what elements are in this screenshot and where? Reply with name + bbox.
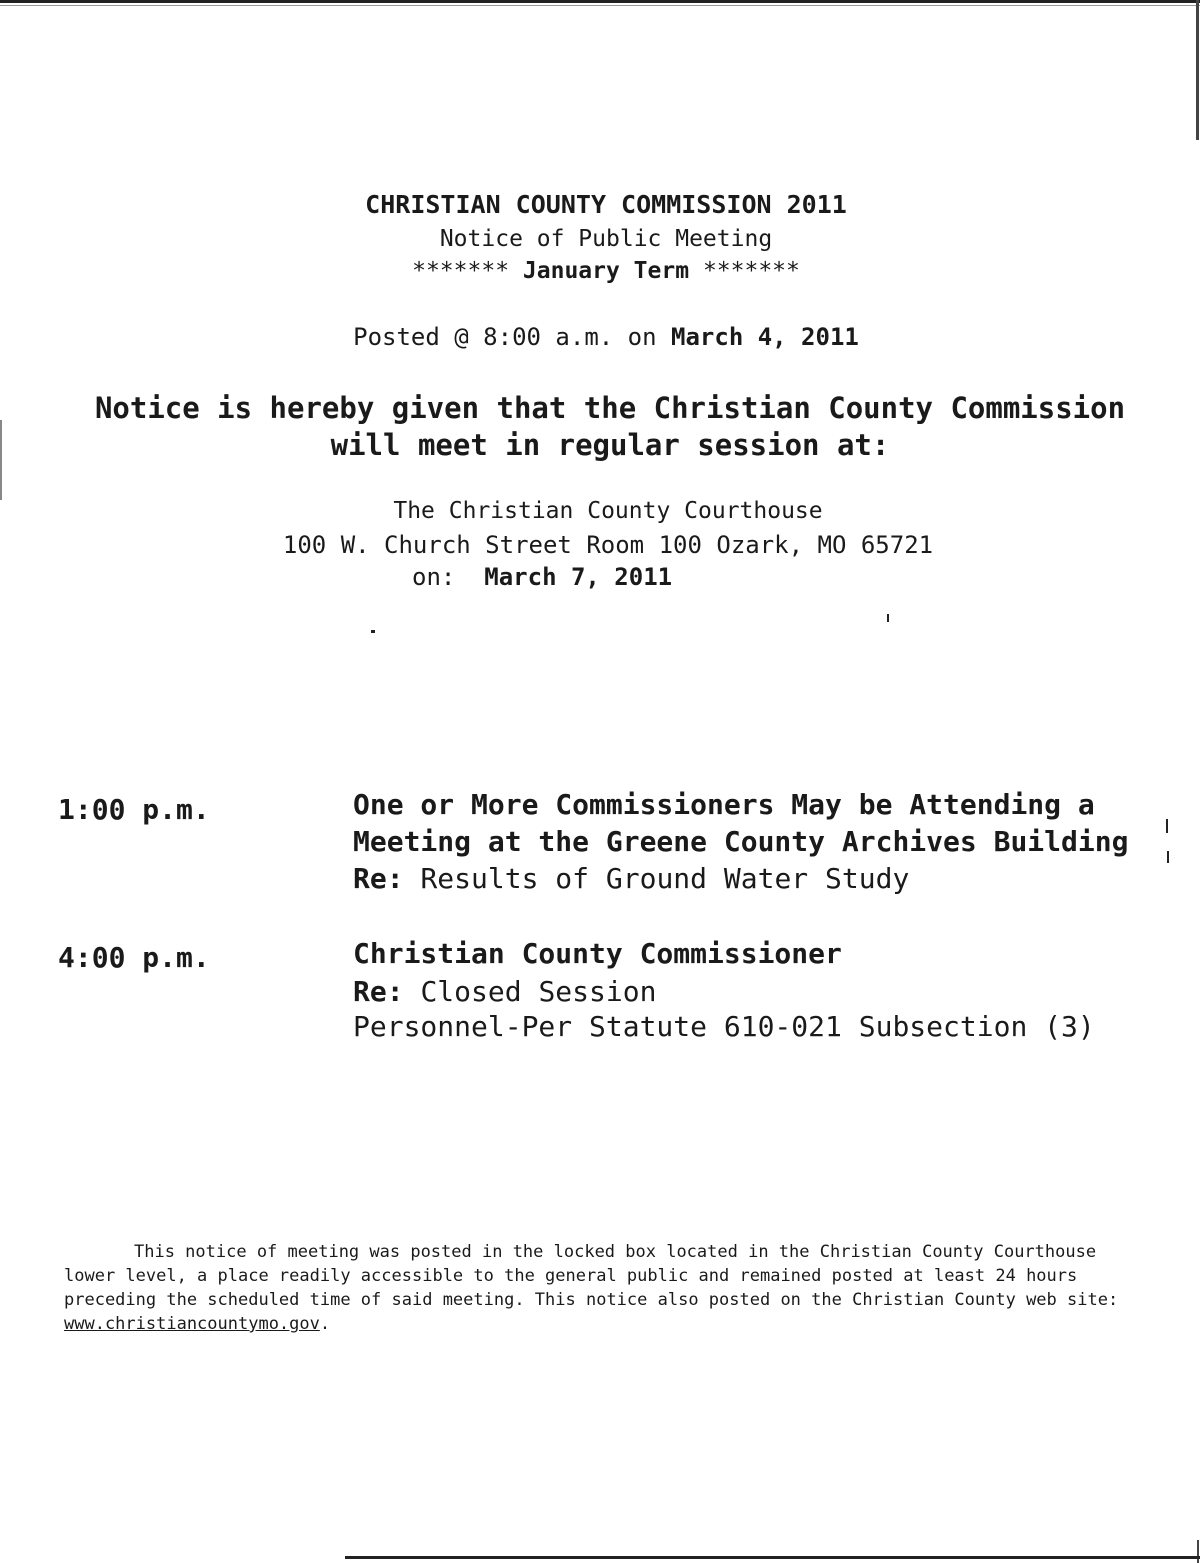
posted-prefix: Posted @ 8:00 a.m. on [353,323,657,351]
document-subtitle: Notice of Public Meeting [439,226,773,252]
posting-statement-end: . [319,1314,331,1334]
scan-speck [1166,819,1168,833]
posted-date: March 4, 2011 [671,323,859,351]
agenda-re-text: Results of Ground Water Study [420,862,910,895]
scan-border-bottom [345,1556,1200,1559]
agenda-time: 4:00 p.m. [58,941,210,974]
agenda-title-line: One or More Commissioners May be Attending a [353,788,1095,821]
document-title: CHRISTIAN COUNTY COMMISSION 2011 [365,190,847,219]
notice-line-1: Notice is hereby given that the Christian County Commission [94,391,1126,425]
agenda-detail-line: Personnel-Per Statute 610-021 Subsection (3) [353,1010,1095,1043]
agenda-time: 1:00 p.m. [58,793,210,826]
scan-border-top [0,0,1200,3]
term-stars-right: ******* [702,258,800,284]
agenda-re-line [353,975,656,1008]
agenda-re-label: Re: [353,862,404,895]
posting-statement-text: This notice of meeting was posted in the locked box located in the Christian County Courthouse lower level, a place readily accessible to the general public and remained posted at least 24 hours preceding the scheduled time of said meeting. This notice also posted on the Christian County web site: [64,1242,1119,1310]
posted-line [6,323,1200,351]
website-link[interactable]: www.christiancountymo.gov [64,1314,320,1334]
scan-border-left [0,420,2,500]
scan-speck [1167,851,1169,863]
location-name: The Christian County Courthouse [393,498,823,524]
notice-line-2: will meet in regular session at: [330,428,890,462]
scan-border-right-lower [1197,1540,1199,1563]
scan-border-top-faint [0,5,1200,6]
agenda-title-line: Meeting at the Greene County Archives Building [353,825,1129,858]
term-stars-left: ******* [412,258,510,284]
agenda-re-label: Re: [353,975,404,1008]
scan-speck [371,630,375,633]
notice-statement [60,390,1160,464]
scan-border-right [1196,0,1199,140]
meeting-date-label: on: [412,563,456,591]
term-label: January Term [522,258,690,284]
agenda-re-text: Closed Session [420,975,657,1008]
agenda-re-line [353,862,909,895]
agenda-title-line: Christian County Commissioner [353,937,842,970]
location-address: 100 W. Church Street Room 100 Ozark, MO 65721 [282,531,934,559]
meeting-date-line [412,563,672,591]
term-line [6,258,1200,284]
scan-speck [887,614,889,622]
meeting-date: March 7, 2011 [484,563,673,591]
posting-statement [64,1240,1154,1336]
